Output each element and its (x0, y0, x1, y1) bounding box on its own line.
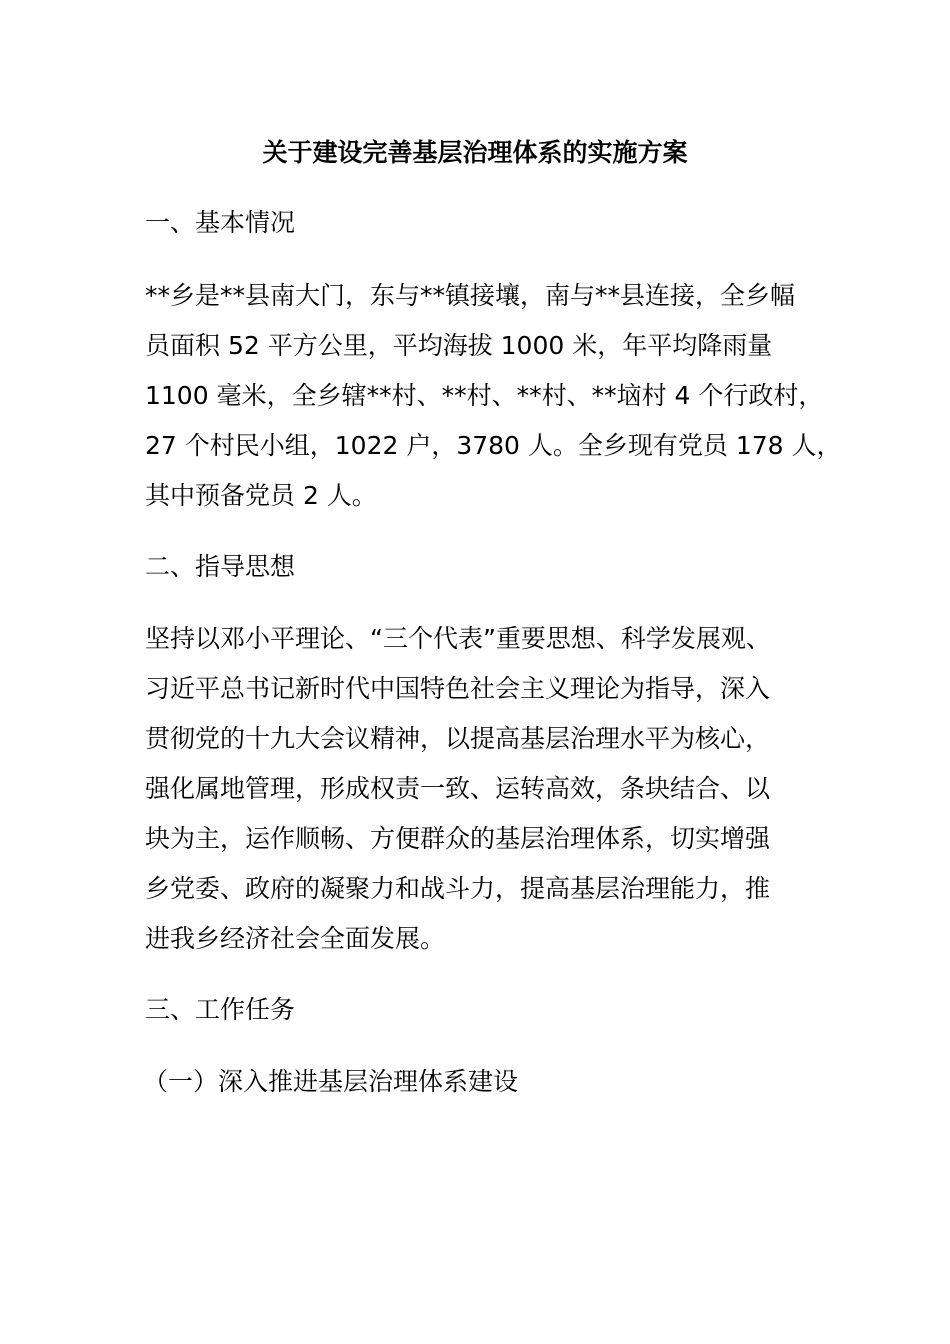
paragraph-guiding-thought (145, 614, 825, 964)
section-heading-basic-situation: 一、基本情况 (145, 208, 296, 237)
section-heading-work-tasks: 三、工作任务 (145, 995, 296, 1024)
paragraph-line: 乡党委、政府的凝聚力和战斗力，提高基层治理能力，推 (145, 874, 771, 903)
paragraph-line: 坚持以邓小平理论、“三个代表”重要思想、科学发展观、 (145, 624, 771, 653)
subsection-heading-governance-system: （一）深入推进基层治理体系建设 (143, 1067, 519, 1096)
paragraph-line: 1100 毫米，全乡辖**村、**村、**村、**垴村 4 个行政村， (145, 381, 824, 410)
paragraph-line: 块为主，运作顺畅、方便群众的基层治理体系，切实增强 (145, 824, 771, 853)
paragraph-line: 强化属地管理，形成权责一致、运转高效，条块结合、以 (145, 774, 771, 803)
paragraph-line: 员面积 52 平方公里，平均海拔 1000 米，年平均降雨量 (145, 331, 773, 360)
section-heading-guiding-thought: 二、指导思想 (145, 552, 296, 581)
paragraph-basic-situation (145, 271, 842, 521)
paragraph-line: **乡是**县南大门，东与**镇接壤，南与**县连接，全乡幅 (145, 281, 796, 310)
paragraph-line: 贯彻党的十九大会议精神，以提高基层治理水平为核心， (145, 724, 771, 753)
paragraph-line: 其中预备党员 2 人。 (145, 481, 377, 510)
paragraph-line: 27 个村民小组，1022 户，3780 人。全乡现有党员 178 人， (145, 431, 842, 460)
paragraph-line: 习近平总书记新时代中国特色社会主义理论为指导，深入 (145, 674, 771, 703)
paragraph-line: 进我乡经济社会全面发展。 (145, 924, 446, 953)
document-title: 关于建设完善基层治理体系的实施方案 (262, 138, 688, 167)
